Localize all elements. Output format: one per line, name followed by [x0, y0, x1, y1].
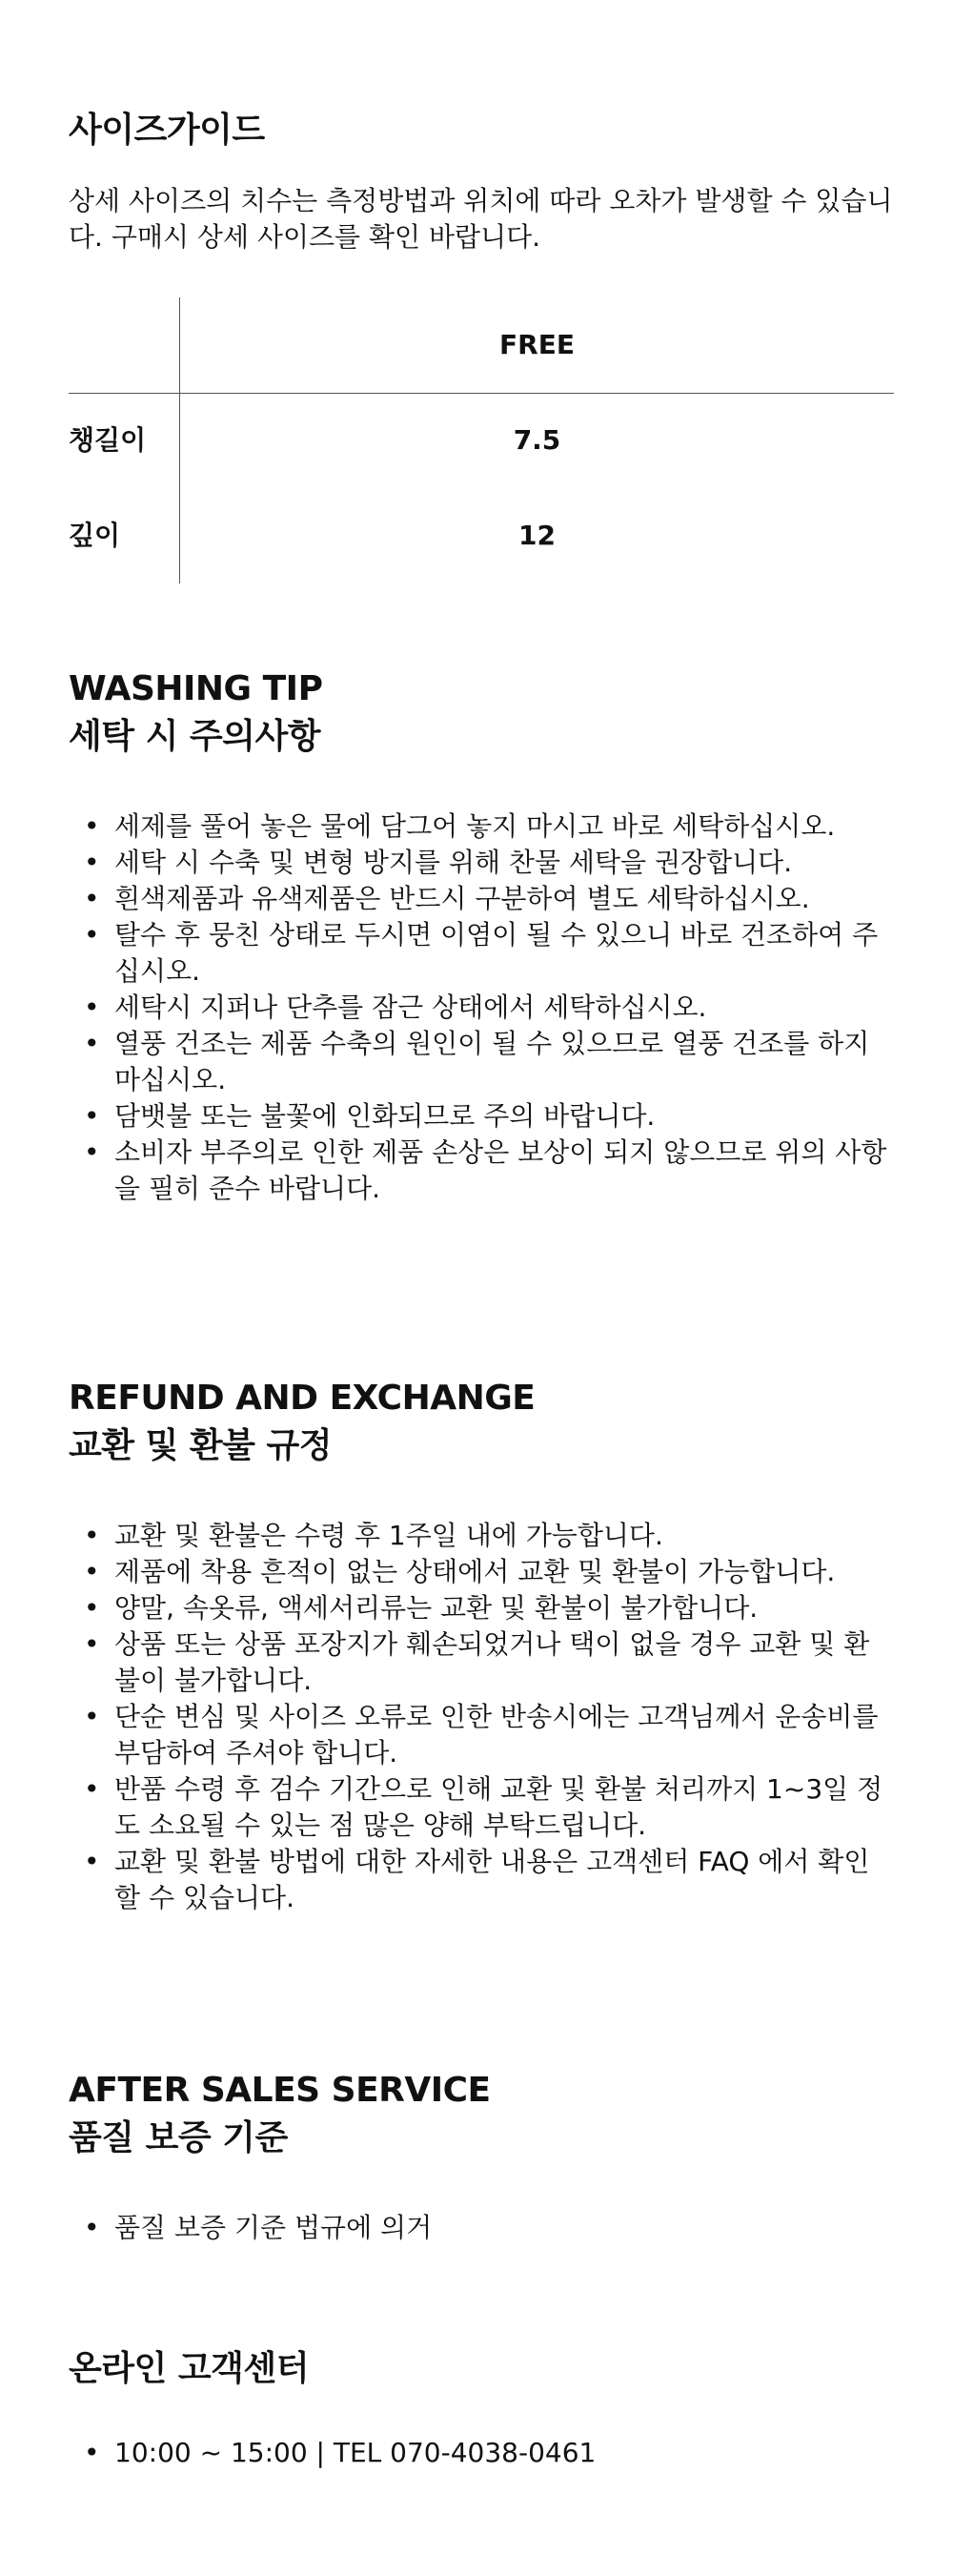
- list-item: • 단순 변심 및 사이즈 오류로 인한 반송시에는 고객님께서 운송비를 부담하여 주셔야 합니다.: [84, 1701, 879, 1768]
- washing-section: [69, 665, 894, 1207]
- customer-center-section: [69, 2345, 894, 2471]
- size-guide-section: [69, 107, 894, 551]
- list-item: • 탈수 후 뭉친 상태로 두시면 이염이 될 수 있으니 바로 건조하여 주십시오.: [84, 919, 879, 987]
- customer-center-list: [69, 2435, 894, 2471]
- refund-section: [69, 1375, 894, 1916]
- table-row: [69, 488, 894, 583]
- after-sales-list: [69, 2210, 894, 2246]
- list-item: • 양말, 속옷류, 액세서리류는 교환 및 환불이 불가합니다.: [84, 1592, 759, 1624]
- list-item: • 세제를 풀어 놓은 물에 담그어 놓지 마시고 바로 세탁하십시오.: [84, 810, 836, 842]
- refund-title-en: REFUND AND EXCHANGE: [69, 1379, 536, 1418]
- customer-center-title: 온라인 고객센터: [69, 2349, 309, 2388]
- row-label: 깊이: [69, 520, 121, 551]
- refund-list: [69, 1518, 894, 1916]
- list-item: • 제품에 착용 흔적이 없는 상태에서 교환 및 환불이 가능합니다.: [84, 1556, 836, 1587]
- list-item: • 열풍 건조는 제품 수축의 원인이 될 수 있으므로 열풍 건조를 하지 마십시오.: [84, 1028, 870, 1095]
- after-sales-title-ko: 품질 보증 기준: [69, 2118, 288, 2157]
- size-guide-description: 상세 사이즈의 치수는 측정방법과 위치에 따라 오차가 발생할 수 있습니다. 구매시 상세 사이즈를 확인 바랍니다.: [69, 185, 893, 253]
- size-guide-title: 사이즈가이드: [69, 111, 265, 150]
- table-row: [69, 393, 894, 488]
- refund-title-ko: 교환 및 환불 규정: [69, 1426, 333, 1465]
- list-item: • 교환 및 환불은 수령 후 1주일 내에 가능합니다.: [84, 1520, 663, 1551]
- list-item: • 세탁시 지퍼나 단추를 잠근 상태에서 세탁하십시오.: [84, 992, 707, 1023]
- list-item: • 소비자 부주의로 인한 제품 손상은 보상이 되지 않으므로 위의 사항을 필히 준수 바랍니다.: [84, 1136, 887, 1204]
- washing-title-en: WASHING TIP: [69, 669, 323, 708]
- washing-list: [69, 808, 894, 1207]
- washing-title-ko: 세탁 시 주의사항: [69, 717, 320, 756]
- list-item: • 흰색제품과 유색제품은 반드시 구분하여 별도 세탁하십시오.: [84, 883, 810, 914]
- row-label: 챙길이: [69, 424, 147, 456]
- list-item: • 담뱃불 또는 불꽃에 인화되므로 주의 바랍니다.: [84, 1100, 656, 1132]
- row-value: 12: [518, 520, 556, 551]
- list-item: • 세탁 시 수축 및 변형 방지를 위해 찬물 세탁을 권장합니다.: [84, 847, 793, 878]
- list-item: • 10:00 ~ 15:00 | TEL 070-4038-0461: [84, 2437, 597, 2468]
- after-sales-title-en: AFTER SALES SERVICE: [69, 2071, 491, 2110]
- list-item: • 품질 보증 기준 법규에 의거: [84, 2212, 433, 2243]
- row-value: 7.5: [513, 424, 561, 456]
- after-sales-section: [69, 2067, 894, 2246]
- table-header-row: [69, 297, 894, 393]
- list-item: • 상품 또는 상품 포장지가 훼손되었거나 택이 없을 경우 교환 및 환불이 불가합니다.: [84, 1628, 870, 1696]
- list-item: • 반품 수령 후 검수 기간으로 인해 교환 및 환불 처리까지 1~3일 정도 소요될 수 있는 점 많은 양해 부탁드립니다.: [84, 1773, 883, 1841]
- size-table: [69, 297, 894, 583]
- size-column-header: FREE: [499, 329, 575, 360]
- list-item: • 교환 및 환불 방법에 대한 자세한 내용은 고객센터 FAQ 에서 확인할 수 있습니다.: [84, 1846, 870, 1913]
